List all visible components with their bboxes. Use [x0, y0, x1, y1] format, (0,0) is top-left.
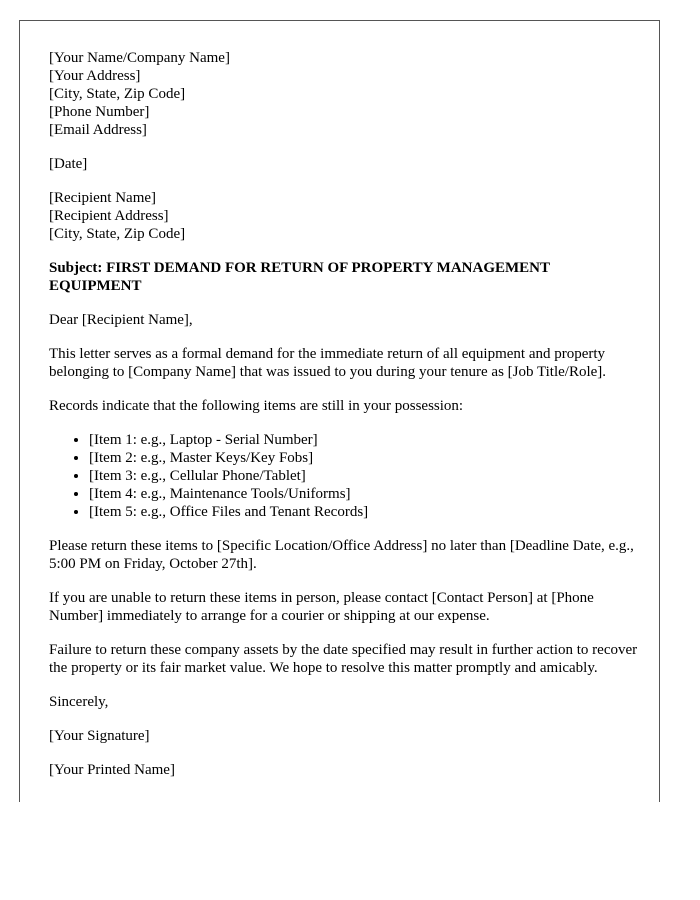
- sender-address: [Your Address]: [49, 68, 141, 84]
- letter-date: [Date]: [49, 156, 88, 172]
- recipient-city-state-zip: [City, State, Zip Code]: [49, 226, 186, 242]
- contact-paragraph: If you are unable to return these items in person, please contact [Contact Person] at [Phone Number] immediately to arrange for a courier or shipping at our expense.: [49, 590, 594, 624]
- sender-email: [Email Address]: [49, 122, 147, 138]
- return-instructions-paragraph: Please return these items to [Specific Location/Office Address] no later than [Deadline Date, e.g., 5:00 PM on Friday, October 27th].: [49, 538, 634, 572]
- printed-name: [Your Printed Name]: [49, 762, 175, 778]
- salutation: Dear [Recipient Name],: [49, 312, 193, 328]
- letter-page: [19, 20, 660, 802]
- list-item: • [Item 4: e.g., Maintenance Tools/Uniforms]: [89, 485, 639, 503]
- warning-paragraph: Failure to return these company assets by the date specified may result in further action to recover the property or its fair market value. We hope to resolve this matter promptly and amicably.: [49, 642, 638, 676]
- intro-paragraph: This letter serves as a formal demand for the immediate return of all equipment and property belonging to [Company Name] that was issued to you during your tenure as [Job Title/Role].: [49, 346, 607, 380]
- records-paragraph: Records indicate that the following items are still in your possession:: [49, 398, 464, 414]
- recipient-address: [Recipient Address]: [49, 208, 169, 224]
- subject-line: Subject: FIRST DEMAND FOR RETURN OF PROPERTY MANAGEMENT EQUIPMENT: [49, 260, 550, 294]
- sender-phone: [Phone Number]: [49, 104, 150, 120]
- letter-content: [49, 49, 639, 795]
- list-item: • [Item 3: e.g., Cellular Phone/Tablet]: [89, 467, 639, 485]
- recipient-name: [Recipient Name]: [49, 190, 157, 206]
- list-item: • [Item 2: e.g., Master Keys/Key Fobs]: [89, 449, 639, 467]
- recipient-address-block: [49, 189, 639, 243]
- list-item: • [Item 1: e.g., Laptop - Serial Number]: [89, 431, 639, 449]
- list-item: • [Item 5: e.g., Office Files and Tenant Records]: [89, 503, 639, 521]
- signature: [Your Signature]: [49, 728, 150, 744]
- date-block: [49, 155, 639, 173]
- sender-name: [Your Name/Company Name]: [49, 50, 230, 66]
- closing: Sincerely,: [49, 694, 109, 710]
- sender-address-block: [49, 49, 639, 139]
- sender-city-state-zip: [City, State, Zip Code]: [49, 86, 186, 102]
- items-list: [49, 431, 639, 521]
